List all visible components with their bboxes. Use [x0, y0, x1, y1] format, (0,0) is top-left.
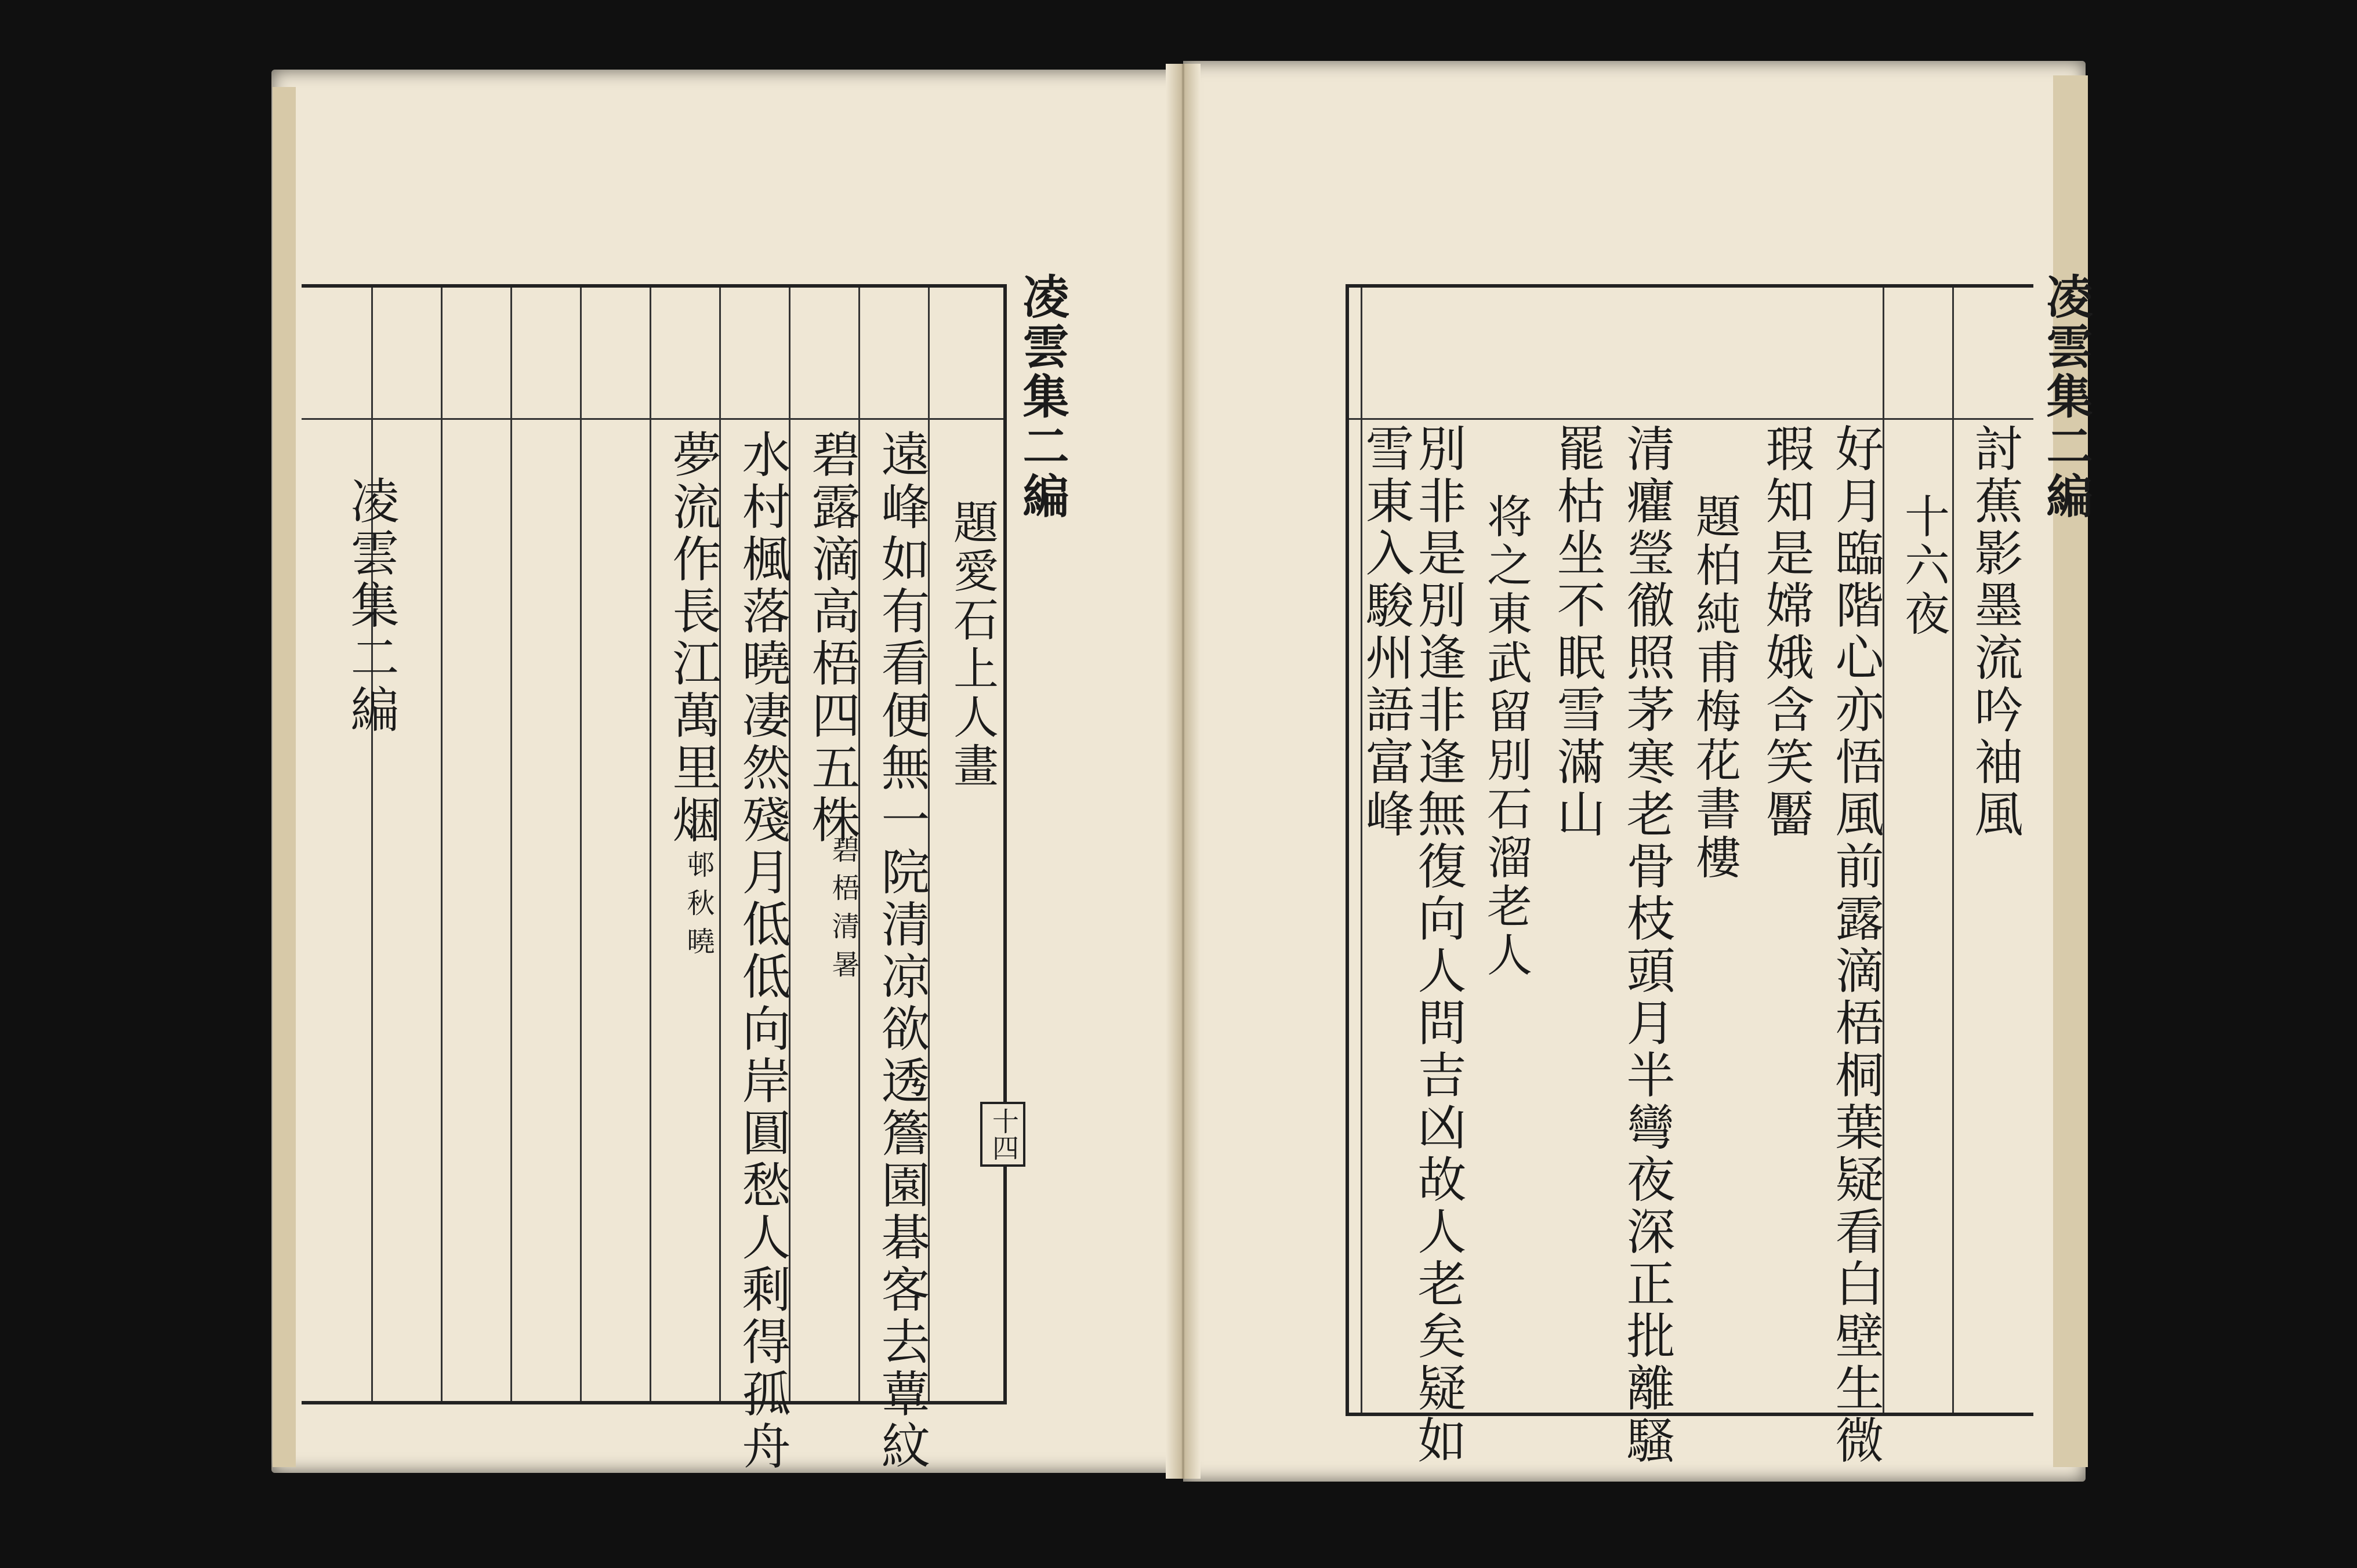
poem-title: 題愛石上人畫 [946, 499, 998, 791]
poem-line: 瑕知是嫦娥含笑靨 [1758, 423, 1815, 841]
poem-line: 罷枯坐不眠雪滿山 [1549, 423, 1606, 841]
poem-line: 水村楓落曉凄然殘月低低向岸圓愁人剩得孤舟 [734, 429, 791, 1473]
right-banner: 凌雲集二編 [2039, 273, 2093, 522]
poem-line: 清癯瑩徹照茅寒老骨枝頭月半彎夜深正批離騷 [1619, 423, 1676, 1467]
poem-line: 好月臨階心亦悟風前露滴梧桐葉疑看白壁生微 [1827, 423, 1884, 1467]
poem-line: 遠峰如有看便無一院清凉欲透簷園碁客去蕈紋 [873, 429, 930, 1473]
header-rule [302, 418, 1003, 420]
left-banner: 凌雲集二編 [1015, 273, 1069, 522]
column-rule [650, 288, 651, 1401]
poem-title: 題柏純甫梅花書樓 [1688, 493, 1740, 883]
poem-line: 討蕉影墨流吟袖風 [1967, 423, 2024, 841]
book-gutter [1166, 64, 1201, 1479]
folio-number: 十四 [980, 1102, 1025, 1167]
poem-subtitle: 碧梧清暑 [827, 835, 860, 988]
column-rule [580, 288, 582, 1401]
column-rule [441, 288, 443, 1401]
poem-subtitle: 江邨秋曉 [682, 812, 715, 965]
poem-line: 雪東入駿州語富峰 [1358, 423, 1415, 841]
column-rule [371, 288, 373, 1401]
left-page-edge [273, 87, 296, 1467]
volume-title: 凌雲集二編 [343, 476, 400, 736]
poem-line: 碧露滴高梧四五株 [804, 429, 861, 847]
poem-line: 別非是別逢非逢無復向人問吉凶故人老矣疑如 [1410, 423, 1467, 1467]
column-rule [1952, 288, 1954, 1413]
poem-title: 十六夜 [1897, 493, 1949, 639]
poem-title: 将之東武留別石溜老人 [1480, 493, 1532, 980]
poem-line: 夢流作長江萬里烟 [665, 429, 721, 847]
header-rule [1349, 418, 2033, 420]
column-rule [510, 288, 512, 1401]
